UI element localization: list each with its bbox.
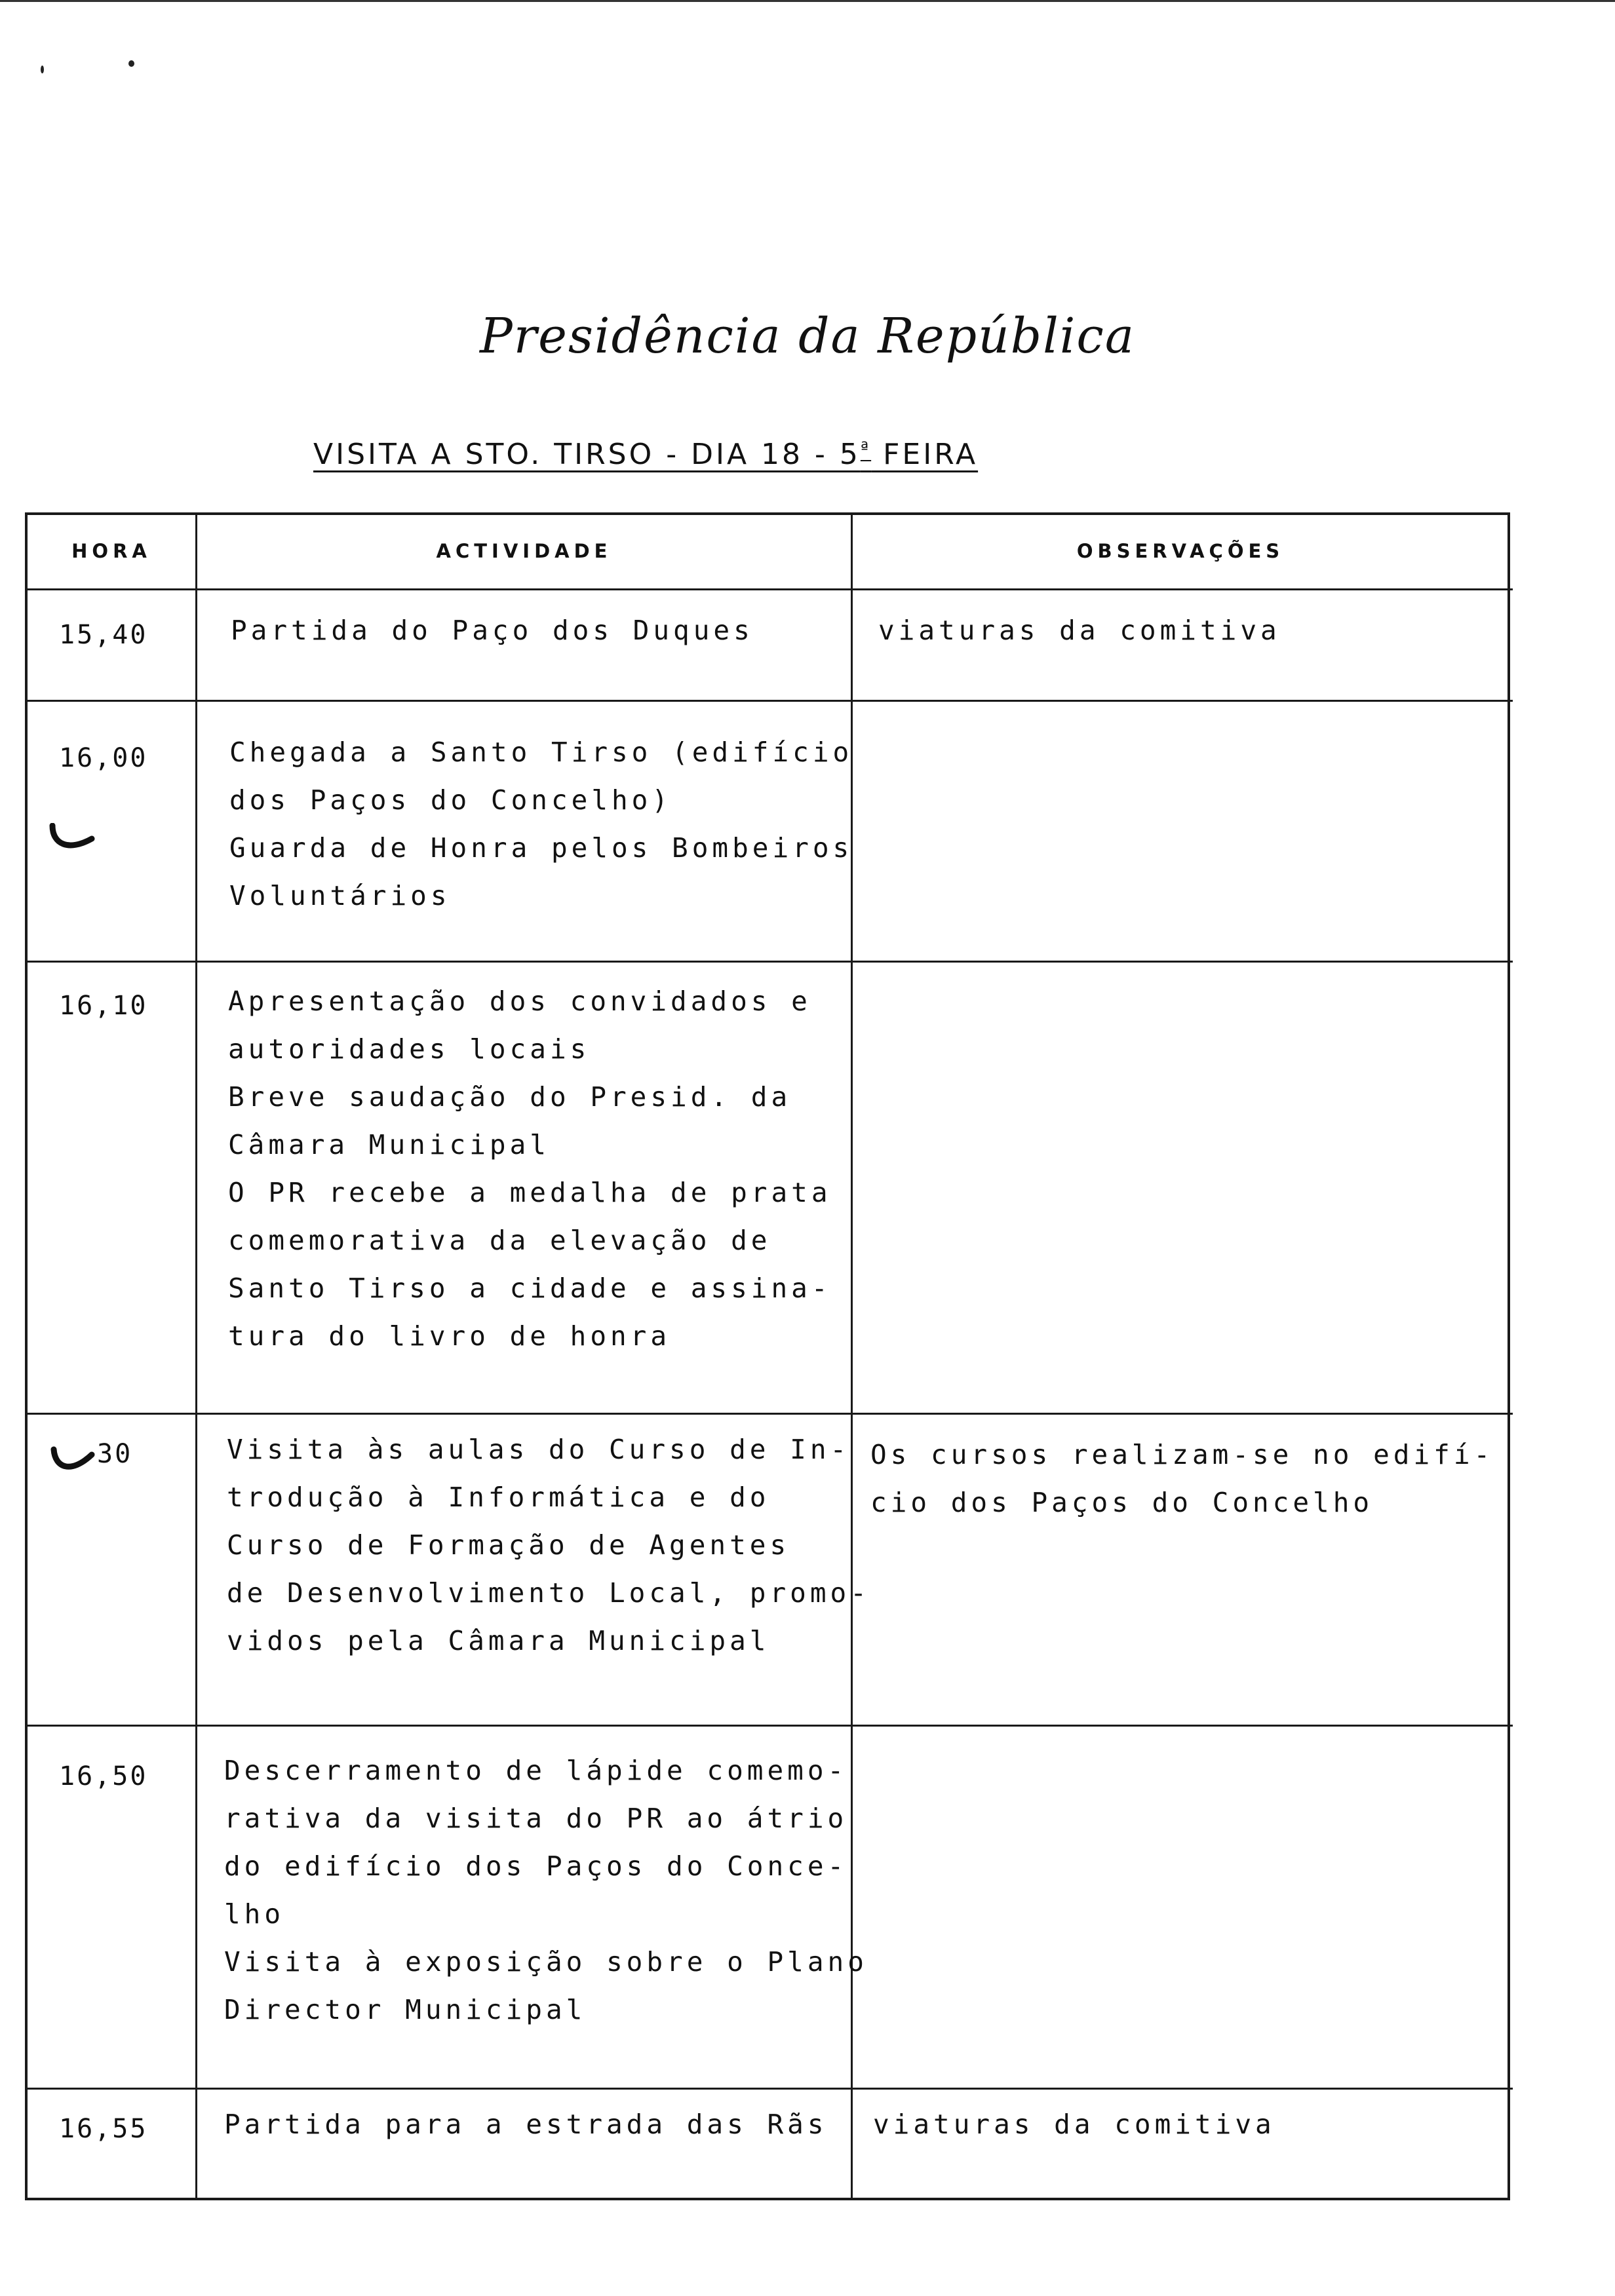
document-title [313,438,978,471]
header-rule [28,588,1513,590]
row-time: 30 [97,1439,133,1469]
activity-line: do edifício dos Paços do Conce- [224,1850,848,1882]
title-suffix: FEIRA [871,438,979,471]
activity-line: Chegada a Santo Tirso (edifício [229,737,853,768]
scan-speck [128,60,134,67]
activity-line: Curso de Formação de Agentes [227,1529,790,1561]
title-prefix: VISITA A STO. TIRSO - DIA 18 - 5 [313,438,861,471]
letterhead: Presidência da República [480,308,1135,364]
row-time: 16,10 [59,991,148,1021]
observation-line: viaturas da comitiva [878,615,1281,646]
activity-line: Apresentação dos convidados e [228,985,811,1017]
activity-line: Câmara Municipal [228,1129,550,1160]
activity-line: Voluntários [229,880,451,911]
activity-line: vidos pela Câmara Municipal [227,1625,770,1656]
row-observation [870,1431,1494,1527]
observation-line: viaturas da comitiva [873,2109,1275,2140]
row-time: 15,40 [59,620,148,650]
activity-line: Descerramento de lápide comemo- [224,1755,848,1786]
row-rule [28,1725,1513,1727]
handwritten-check-mark [50,1445,96,1478]
row-rule [28,1413,1513,1415]
header-observacoes: OBSERVAÇÕES [1076,540,1285,562]
activity-line: Santo Tirso a cidade e assina- [228,1272,832,1304]
activity-line: lho [224,1898,285,1930]
header-hora: HORA [71,540,151,562]
row-activity [231,607,754,655]
activity-line: tura do livro de honra [228,1320,671,1352]
activity-line: Guarda de Honra pelos Bombeiros [229,832,853,864]
activity-line: comemorativa da elevação de [228,1225,771,1256]
activity-line: O PR recebe a medalha de prata [228,1177,832,1208]
activity-line: Breve saudação do Presid. da [228,1081,792,1113]
handwritten-check-mark [49,823,96,856]
row-rule [28,961,1513,963]
schedule-table [25,512,1510,2200]
activity-line: Visita às aulas do Curso de In- [227,1434,851,1465]
scan-speck [41,66,44,73]
row-rule [28,700,1513,702]
header-actividade: ACTIVIDADE [436,540,612,562]
row-time: 16,00 [59,743,148,773]
row-activity [224,1747,868,2034]
activity-line: Visita à exposição sobre o Plano [224,1946,868,1978]
row-time: 16,55 [59,2114,148,2144]
observation-line: Os cursos realizam-se no edifí- [870,1439,1494,1470]
row-activity [229,729,853,920]
row-rule [28,2088,1513,2090]
row-observation [873,2101,1275,2149]
activity-line: rativa da visita do PR ao átrio [224,1803,848,1834]
activity-line: trodução à Informática e do [227,1482,770,1513]
row-activity [224,2101,828,2149]
activity-line: Partida para a estrada das Rãs [224,2109,828,2140]
activity-line: autoridades locais [228,1033,591,1065]
activity-line: Director Municipal [224,1994,587,2025]
activity-line: de Desenvolvimento Local, promo- [227,1577,870,1609]
row-activity [228,978,832,1360]
observation-line: cio dos Paços do Concelho [870,1487,1374,1518]
row-observation [878,607,1281,655]
row-time: 16,50 [59,1761,148,1791]
activity-line: Partida do Paço dos Duques [231,615,754,646]
top-edge-rule [0,0,1615,2]
row-activity [227,1426,870,1665]
activity-line: dos Paços do Concelho) [229,784,672,816]
column-divider [195,515,197,2198]
title-ordinal: ª [860,438,872,459]
